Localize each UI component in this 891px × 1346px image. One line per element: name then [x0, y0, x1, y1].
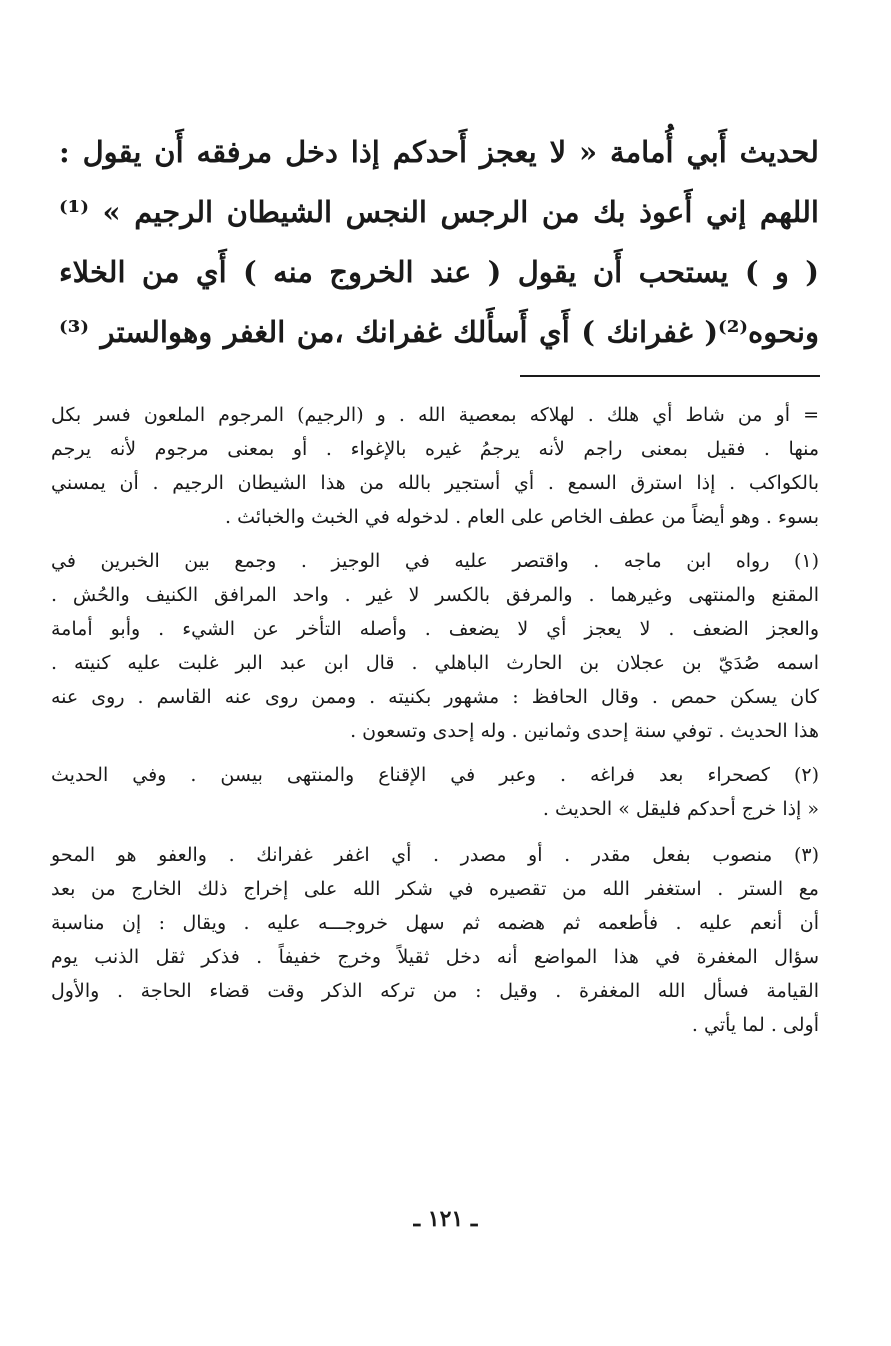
footnote-line: بسوء . وهو أيضاً من عطف الخاص على العام . لدخوله في الخبث والخبائث .	[225, 506, 819, 528]
main-text-line: لحديث أَبي أُمامة « لا يعجز أَحدكم إذا دخل مرفقه أَن يقول :	[59, 135, 819, 169]
footnote-line: (٣) منصوب بفعل مقدر . أو مصدر . أي اغفر غفرانك . والعفو هو المحو	[51, 844, 819, 866]
footnote-continuation	[51, 398, 819, 534]
footnote-3	[51, 838, 819, 1042]
footnote-line: اسمه صُدَيّ بن عجلان بن الحارث الباهلي . قال ابن عبد البر غلبت عليه كنيته .	[51, 652, 819, 674]
footnote-line: (٢) كصحراء بعد فراغه . وعبر في الإقناع والمنتهى بيسن . وفي الحديث	[51, 764, 819, 786]
footnote-line: كان يسكن حمص . وقال الحافظ : مشهور بكنيته . وممن روى عنه القاسم . روى عنه	[51, 686, 819, 708]
main-text	[59, 122, 819, 362]
footnote-line: سؤال المغفرة في هذا المواضع أنه دخل ثقيلاً وخرج خفيفاً . فذكر ثقل الذنب يوم	[51, 946, 819, 968]
footnote-line: مع الستر . استغفر الله من تقصيره في شكر الله على إخراج ذلك الخارج من بعد	[51, 878, 819, 900]
main-text-line: اللهم إني أَعوذ بك من الرجس النجس الشيطان الرجيم » ⁽¹⁾	[59, 195, 819, 229]
footnote-line: أن أنعم عليه . فأطعمه ثم هضمه ثم سهل خروجـــه عليه . ويقال : إن مناسبة	[51, 912, 819, 934]
footnote-line: منها . فقيل بمعنى راجم لأنه يرجمُ غيره بالإغواء . أو بمعنى مرجوم لأنه يرجم	[51, 438, 819, 460]
main-text-line: ( و ) يستحب أَن يقول ( عند الخروج منه ) أَي من الخلاء	[59, 255, 819, 289]
footnote-line: هذا الحديث . توفي سنة إحدى وثمانين . وله إحدى وتسعون .	[350, 720, 819, 742]
footnote-line: المقنع والمنتهى وغيرهما . والمرفق بالكسر لا غير . واحد المرافق الكنيف والحُش .	[51, 584, 819, 606]
footnote-line: « إذا خرج أحدكم فليقل » الحديث .	[542, 798, 819, 820]
footnotes	[51, 398, 819, 1050]
main-text-line: ونحوه⁽²⁾( غفرانك ) أَي أَسأَلك غفرانك ،من الغفر وهوالستر ⁽³⁾	[59, 315, 819, 349]
footnote-line: (١) رواه ابن ماجه . واقتصر عليه في الوجيز . وجمع بين الخبرين في	[51, 550, 819, 572]
footnote-line: أولى . لما يأتي .	[691, 1014, 819, 1036]
footnote-line: القيامة فسأل الله المغفرة . وقيل : من تركه الذكر وقت قضاء الحاجة . والأول	[51, 980, 819, 1002]
footnote-2	[51, 758, 819, 826]
footnote-separator	[520, 375, 820, 377]
footnote-line: بالكواكب . إذا استرق السمع . أي أستجير بالله من هذا الشيطان الرجيم . أن يمسني	[51, 472, 819, 494]
page-number: ـ ١٢١ ـ	[413, 1206, 478, 1232]
footnote-line: والعجز الضعف . لا يعجز أي لا يضعف . وأصله التأخر عن الشيء . وأبو أمامة	[51, 618, 819, 640]
footnote-line: = أو من شاط أي هلك . لهلاكه بمعصية الله . و (الرجيم) المرجوم الملعون فسر بكل	[51, 404, 819, 426]
footnote-1	[51, 544, 819, 748]
